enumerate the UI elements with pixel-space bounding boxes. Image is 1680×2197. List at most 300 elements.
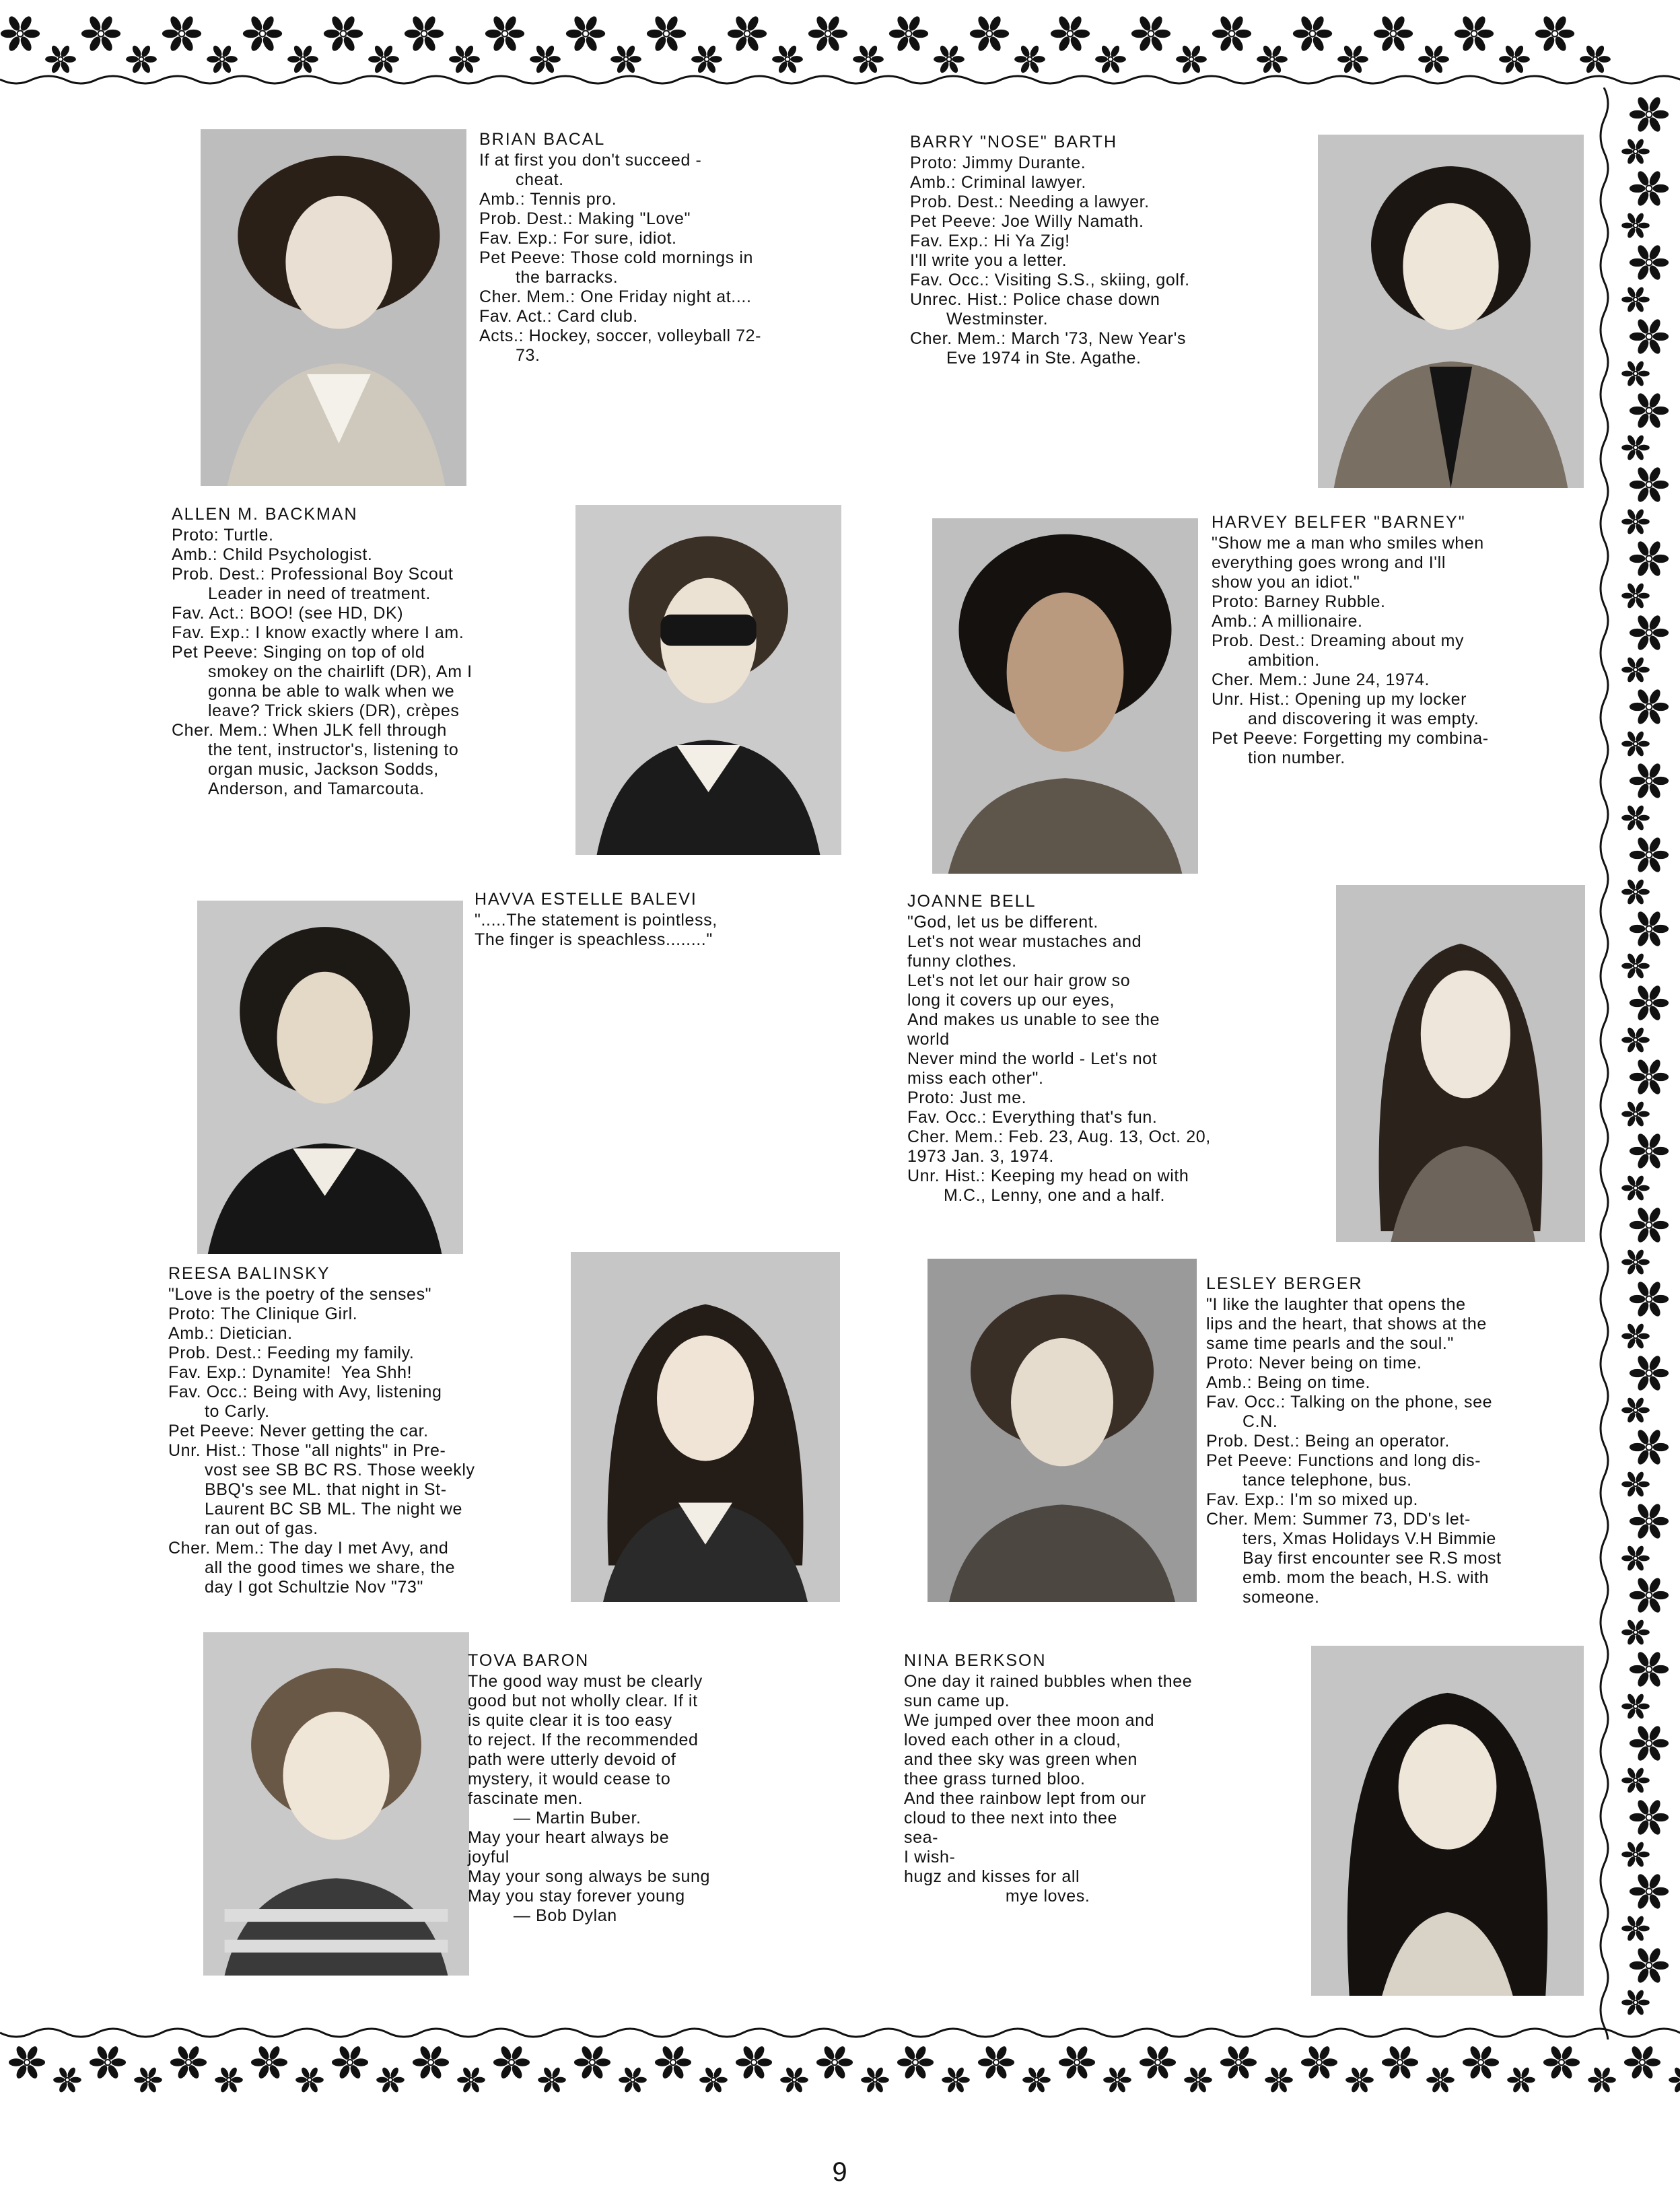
entry-line: Proto: Turtle. [172,526,274,545]
daisy-icon [1621,1175,1650,1201]
entry-line: If at first you don't succeed - [479,151,702,170]
daisy-icon [449,44,480,74]
daisy-icon [853,44,884,74]
entry-barry-barth [910,133,1307,368]
daisy-icon [970,15,1009,53]
daisy-icon [1630,688,1669,726]
portrait-reesa-balinsky [571,1252,840,1602]
entry-line: good but not wholly clear. If it [468,1692,698,1710]
page-number: 9 [832,2157,848,2187]
vine-line [1601,88,1608,2039]
daisy-icon [1621,1545,1650,1572]
entry-line: tance telephone, bus. [1242,1471,1412,1490]
entry-lesley-berger [1206,1274,1583,1607]
portrait-brian-bacal [201,129,466,486]
entry-line: Fav. Occ.: Talking on the phone, see [1206,1393,1493,1411]
entry-line: Pet Peeve: Singing on top of old [172,643,425,662]
daisy-icon [1621,360,1650,387]
entry-line: Cher. Mem.: When JLK fell through [172,721,447,740]
daisy-icon [324,15,363,53]
entry-line: Eve 1974 in Ste. Agathe. [946,349,1142,368]
portrait-barry-barth [1318,135,1584,488]
entry-line: Cher. Mem.: One Friday night at.... [479,287,752,306]
daisy-icon [1507,2066,1535,2093]
flower-border-top-art [0,0,1680,101]
daisy-icon [1621,1619,1650,1646]
entry-body [468,1672,845,1926]
entry-line: "I like the laughter that opens the [1206,1295,1466,1314]
daisy-icon [1630,170,1669,208]
daisy-icon [1103,2066,1131,2093]
entry-line: Proto: The Clinique Girl. [168,1304,358,1323]
entry-body [907,913,1298,1206]
daisy-icon [81,15,120,53]
entry-line: And thee rainbow lept from our [904,1789,1146,1808]
daisy-icon [1630,244,1669,282]
daisy-icon [647,15,686,53]
daisy-icon [1543,2045,1580,2081]
portrait-havva-balevi [197,901,463,1254]
entry-line: Prob. Dest.: Feeding my family. [168,1344,415,1362]
flower-border-right-art [1585,88,1680,2039]
daisy-icon [1621,1471,1650,1498]
entry-line: Westminster. [946,310,1049,328]
daisy-icon [1131,15,1170,53]
daisy-icon [243,15,282,53]
entry-line: Prob. Dest.: Professional Boy Scout [172,565,454,584]
entry-line: Unr. Hist.: Opening up my locker [1212,690,1467,709]
daisy-icon [126,44,157,74]
entry-line: Cher. Mem.: Feb. 23, Aug. 13, Oct. 20, [907,1127,1211,1146]
daisy-icon [1621,1767,1650,1794]
daisy-icon [251,2045,287,2081]
entry-line: miss each other". [907,1069,1044,1088]
daisy-icon [1051,15,1090,53]
entry-name: TOVA BARON [468,1651,590,1670]
daisy-icon [1621,1101,1650,1127]
daisy-icon [934,44,965,74]
daisy-icon [1621,508,1650,535]
entry-line: We jumped over thee moon and [904,1711,1155,1730]
daisy-icon [1293,15,1332,53]
entry-line: same time pearls and the soul." [1206,1334,1454,1353]
daisy-icon [1630,1502,1669,1541]
daisy-icon [1621,138,1650,165]
daisy-icon [897,2045,934,2081]
daisy-icon [1621,804,1650,831]
entry-line: smokey on the chairlift (DR), Am I [208,662,473,681]
entry-line: May you stay forever young [468,1887,685,1906]
entry-brian-bacal [479,130,843,365]
entry-line: Prob. Dest.: Making "Love" [479,209,691,228]
daisy-icon [1220,2045,1257,2081]
daisy-icon [1630,1354,1669,1393]
entry-line: Fav. Occ.: Visiting S.S., skiing, golf. [910,271,1190,289]
daisy-icon [170,2045,207,2081]
flower-border-top [0,0,1680,101]
entry-line: world [907,1030,950,1049]
entry-line: leave? Trick skiers (DR), crèpes [208,701,460,720]
daisy-icon [1621,1249,1650,1276]
entry-line: thee grass turned bloo. [904,1770,1086,1788]
daisy-icon [1621,286,1650,313]
daisy-icon [1621,1026,1650,1053]
daisy-icon [1630,392,1669,430]
entry-line: Fav. Occ.: Everything that's fun. [907,1108,1158,1127]
entry-body [1212,534,1575,768]
daisy-icon [287,44,318,74]
daisy-icon [736,2045,772,2081]
entry-line: Anderson, and Tamarcouta. [208,779,425,798]
entry-body [479,151,843,365]
entry-line: Leader in need of treatment. [208,584,431,603]
entry-line: everything goes wrong and I'll [1212,553,1446,572]
entry-line: The good way must be clearly [468,1672,703,1691]
daisy-icon [861,2066,889,2093]
daisy-icon [1588,2066,1616,2093]
entry-line: Proto: Barney Rubble. [1212,592,1386,611]
daisy-icon [1630,1650,1669,1689]
entry-line: Pet Peeve: Never getting the car. [168,1422,429,1440]
daisy-icon [728,15,767,53]
flower-border-bottom [0,2019,1680,2097]
entry-line: Fav. Act.: BOO! (see HD, DK) [172,604,404,623]
entry-allen-backman [172,505,562,799]
flower-border-bottom-art [0,2019,1680,2097]
daisy-icon [1630,984,1669,1022]
entry-line: ".....The statement is pointless, [475,911,718,930]
entry-line: Amb.: Criminal lawyer. [910,173,1086,192]
entry-line: "Show me a man who smiles when [1212,534,1484,553]
entry-name: BRIAN BACAL [479,130,606,149]
entry-line: Fav. Exp.: Hi Ya Zig! [910,232,1070,250]
entry-line: the tent, instructor's, listening to [208,740,459,759]
daisy-icon [413,2045,449,2081]
daisy-icon [1630,1058,1669,1096]
flower-border-right [1585,88,1680,2039]
daisy-icon [1621,952,1650,979]
daisy-icon [619,2066,647,2093]
entry-line: Fav. Exp.: Dynamite! Yea Shh! [168,1363,413,1382]
entry-line: Proto: Just me. [907,1088,1027,1107]
daisy-icon [610,44,641,74]
daisy-icon [45,44,76,74]
entry-nina-berkson [904,1651,1294,1906]
daisy-icon [699,2066,728,2093]
entry-line: May your song always be sung [468,1867,711,1886]
daisy-icon [9,2045,45,2081]
entry-line: ters, Xmas Holidays V.H Bimmie [1242,1529,1496,1548]
entry-harvey-belfer [1212,513,1575,768]
entry-line: ambition. [1248,651,1320,670]
daisy-icon [942,2066,970,2093]
daisy-icon [1630,1206,1669,1245]
entry-line: Prob. Dest.: Needing a lawyer. [910,193,1150,211]
daisy-icon [1621,1693,1650,1720]
entry-line: Laurent BC SB ML. The night we [205,1500,463,1519]
entry-line: Cher. Mem.: June 24, 1974. [1212,670,1430,689]
daisy-icon [978,2045,1014,2081]
entry-line: Acts.: Hockey, soccer, volleyball 72- [479,326,762,345]
entry-line: path were utterly devoid of [468,1750,676,1769]
daisy-icon [1621,582,1650,609]
entry-line: Amb.: Dietician. [168,1324,293,1343]
daisy-icon [1176,44,1207,74]
entry-line: Unr. Hist.: Those "all nights" in Pre- [168,1441,446,1460]
daisy-icon [1669,2066,1680,2093]
daisy-icon [1059,2045,1095,2081]
entry-line: Proto: Never being on time. [1206,1354,1422,1372]
daisy-icon [1630,1132,1669,1171]
entry-line: One day it rained bubbles when thee [904,1672,1193,1691]
entry-line: Pet Peeve: Those cold mornings in [479,248,754,267]
entry-body [904,1672,1294,1906]
entry-body [1206,1295,1583,1607]
daisy-icon [1630,836,1669,874]
entry-line: Cher. Mem.: March '73, New Year's [910,329,1187,348]
portrait-nina-berkson [1311,1646,1584,1996]
daisy-icon [808,15,847,53]
daisy-icon [162,15,201,53]
entry-line: and thee sky was green when [904,1750,1138,1769]
daisy-icon [1630,1947,1669,1985]
daisy-icon [1257,44,1288,74]
daisy-icon [90,2045,126,2081]
entry-line: I wish- [904,1848,956,1867]
daisy-icon [368,44,399,74]
entry-line: funny clothes. [907,952,1017,971]
entry-line: 73. [516,346,540,365]
daisy-icon [1630,614,1669,652]
entry-line: Pet Peeve: Forgetting my combina- [1212,729,1489,748]
entry-line: cheat. [516,170,564,189]
portrait-allen-backman [575,505,841,855]
daisy-icon [1630,318,1669,356]
daisy-icon [1499,44,1530,74]
daisy-icon [1621,212,1650,239]
entry-line: fascinate men. [468,1789,583,1808]
entry-line: Prob. Dest.: Being an operator. [1206,1432,1450,1451]
daisy-icon [1140,2045,1176,2081]
daisy-icon [691,44,722,74]
entry-line: Pet Peeve: Functions and long dis- [1206,1451,1481,1470]
entry-line: Proto: Jimmy Durante. [910,153,1086,172]
entry-line: Amb.: Tennis pro. [479,190,617,209]
daisy-icon [530,44,561,74]
daisy-icon [1265,2066,1293,2093]
daisy-icon [1621,656,1650,683]
daisy-icon [1095,44,1126,74]
daisy-icon [1580,44,1611,74]
daisy-icon [493,2045,530,2081]
entry-line: And makes us unable to see the [907,1010,1160,1029]
entry-name: HAVVA ESTELLE BALEVI [475,890,697,909]
daisy-icon [134,2066,162,2093]
vine-line [0,2029,1680,2037]
daisy-icon [1455,15,1494,53]
entry-line: tion number. [1248,748,1345,767]
daisy-icon [1630,540,1669,578]
entry-line: The finger is speachless........" [475,930,713,949]
daisy-icon [295,2066,324,2093]
entry-line: Fav. Exp.: I'm so mixed up. [1206,1490,1419,1509]
daisy-icon [1630,1724,1669,1763]
entry-name: HARVEY BELFER "BARNEY" [1212,513,1466,532]
daisy-icon [1426,2066,1455,2093]
daisy-icon [332,2045,368,2081]
entry-line: the barracks. [516,268,619,287]
daisy-icon [1621,1323,1650,1350]
daisy-icon [1212,15,1251,53]
entry-line: Prob. Dest.: Dreaming about my [1212,631,1465,650]
daisy-icon [816,2045,853,2081]
daisy-icon [1301,2045,1337,2081]
entry-name: REESA BALINSKY [168,1264,330,1283]
entry-line: Amb.: A millionaire. [1212,612,1363,631]
daisy-icon [1382,2045,1418,2081]
entry-line: mye loves. [904,1887,1090,1906]
entry-line: Amb.: Being on time. [1206,1373,1371,1392]
daisy-icon [1630,910,1669,948]
entry-body [168,1285,555,1597]
daisy-icon [53,2066,81,2093]
entry-name: JOANNE BELL [907,892,1037,911]
daisy-icon [1,15,40,53]
portrait-joanne-bell [1336,885,1585,1242]
daisy-icon [1630,1576,1669,1615]
entry-line: I'll write you a letter. [910,251,1068,270]
entry-name: LESLEY BERGER [1206,1274,1363,1293]
portrait-harvey-belfer [932,518,1198,874]
entry-line: loved each other in a cloud, [904,1731,1121,1749]
entry-line: Fav. Occ.: Being with Avy, listening [168,1383,442,1401]
vine-line [0,76,1680,83]
entry-line: sun came up. [904,1692,1010,1710]
entry-line: Fav. Exp.: For sure, idiot. [479,229,677,248]
entry-line: vost see SB BC RS. Those weekly [205,1461,475,1479]
entry-line: to reject. If the recommended [468,1731,699,1749]
daisy-icon [1022,2066,1051,2093]
entry-line: cloud to thee next into thee [904,1809,1118,1827]
entry-line: and discovering it was empty. [1248,709,1479,728]
entry-line: BBQ's see ML. that night in St- [205,1480,447,1499]
daisy-icon [1621,1915,1650,1942]
entry-line: emb. mom the beach, H.S. with [1242,1568,1490,1587]
daisy-icon [1630,762,1669,800]
daisy-icon [538,2066,566,2093]
entry-line: someone. [1242,1588,1320,1607]
daisy-icon [1624,2045,1660,2081]
entry-line: to Carly. [205,1402,270,1421]
daisy-icon [1184,2066,1212,2093]
daisy-icon [457,2066,485,2093]
entry-line: C.N. [1242,1412,1278,1431]
daisy-icon [1621,730,1650,757]
daisy-icon [566,15,605,53]
daisy-icon [655,2045,691,2081]
entry-body [910,153,1307,368]
daisy-icon [215,2066,243,2093]
entry-line: Fav. Act.: Card club. [479,307,638,326]
daisy-icon [1621,1841,1650,1868]
entry-line: Never mind the world - Let's not [907,1049,1158,1068]
entry-line: Amb.: Child Psychologist. [172,545,373,564]
entry-line: Unrec. Hist.: Police chase down [910,290,1160,309]
daisy-icon [1621,434,1650,461]
daisy-icon [485,15,524,53]
entry-line: long it covers up our eyes, [907,991,1115,1010]
entry-line: "God, let us be different. [907,913,1098,932]
entry-tova-baron [468,1651,845,1926]
entry-line: organ music, Jackson Sodds, [208,760,439,779]
daisy-icon [1630,96,1669,134]
entry-line: Cher. Mem: Summer 73, DD's let- [1206,1510,1471,1529]
daisy-icon [1374,15,1413,53]
entry-body [475,911,851,950]
daisy-icon [1630,1280,1669,1319]
daisy-icon [1337,44,1368,74]
entry-reesa-balinsky [168,1264,555,1597]
daisy-icon [1463,2045,1499,2081]
daisy-icon [1630,466,1669,504]
daisy-icon [1418,44,1449,74]
daisy-icon [1630,1799,1669,1837]
entry-line: lips and the heart, that shows at the [1206,1315,1487,1333]
entry-line: ran out of gas. [205,1519,318,1538]
entry-line: mystery, it would cease to [468,1770,671,1788]
portrait-lesley-berger [928,1259,1197,1602]
entry-line: 1973 Jan. 3, 1974. [907,1147,1054,1166]
daisy-icon [1621,878,1650,905]
daisy-icon [1621,1989,1650,2016]
entry-line: "Love is the poetry of the senses" [168,1285,432,1304]
daisy-icon [1630,1428,1669,1467]
entry-line: hugz and kisses for all [904,1867,1080,1886]
entry-line: sea- [904,1828,939,1847]
entry-name: ALLEN M. BACKMAN [172,505,358,524]
daisy-icon [574,2045,610,2081]
entry-line: joyful [468,1848,510,1867]
entry-line: — Martin Buber. [468,1809,641,1827]
entry-line: show you an idiot." [1212,573,1360,592]
entry-line: — Bob Dylan [468,1906,617,1925]
entry-line: day I got Schultzie Nov "73" [205,1578,423,1597]
entry-line: all the good times we share, the [205,1558,456,1577]
daisy-icon [780,2066,808,2093]
daisy-icon [207,44,238,74]
entry-line: gonna be able to walk when we [208,682,455,701]
entry-body [172,526,562,799]
entry-line: Let's not let our hair grow so [907,971,1131,990]
daisy-icon [1630,1873,1669,1911]
entry-line: Unr. Hist.: Keeping my head on with [907,1166,1189,1185]
entry-line: is quite clear it is too easy [468,1711,672,1730]
entry-line: M.C., Lenny, one and a half. [944,1186,1166,1205]
daisy-icon [1345,2066,1374,2093]
entry-havva-balevi [475,890,851,950]
entry-line: Cher. Mem.: The day I met Avy, and [168,1539,449,1558]
daisy-icon [889,15,928,53]
daisy-icon [376,2066,405,2093]
daisy-icon [772,44,803,74]
entry-line: Pet Peeve: Joe Willy Namath. [910,212,1144,231]
entry-line: Bay first encounter see R.S most [1242,1549,1502,1568]
entry-name: BARRY "NOSE" BARTH [910,133,1117,151]
daisy-icon [1621,1397,1650,1424]
daisy-icon [1535,15,1574,53]
portrait-tova-baron [203,1632,469,1976]
entry-name: NINA BERKSON [904,1651,1047,1670]
